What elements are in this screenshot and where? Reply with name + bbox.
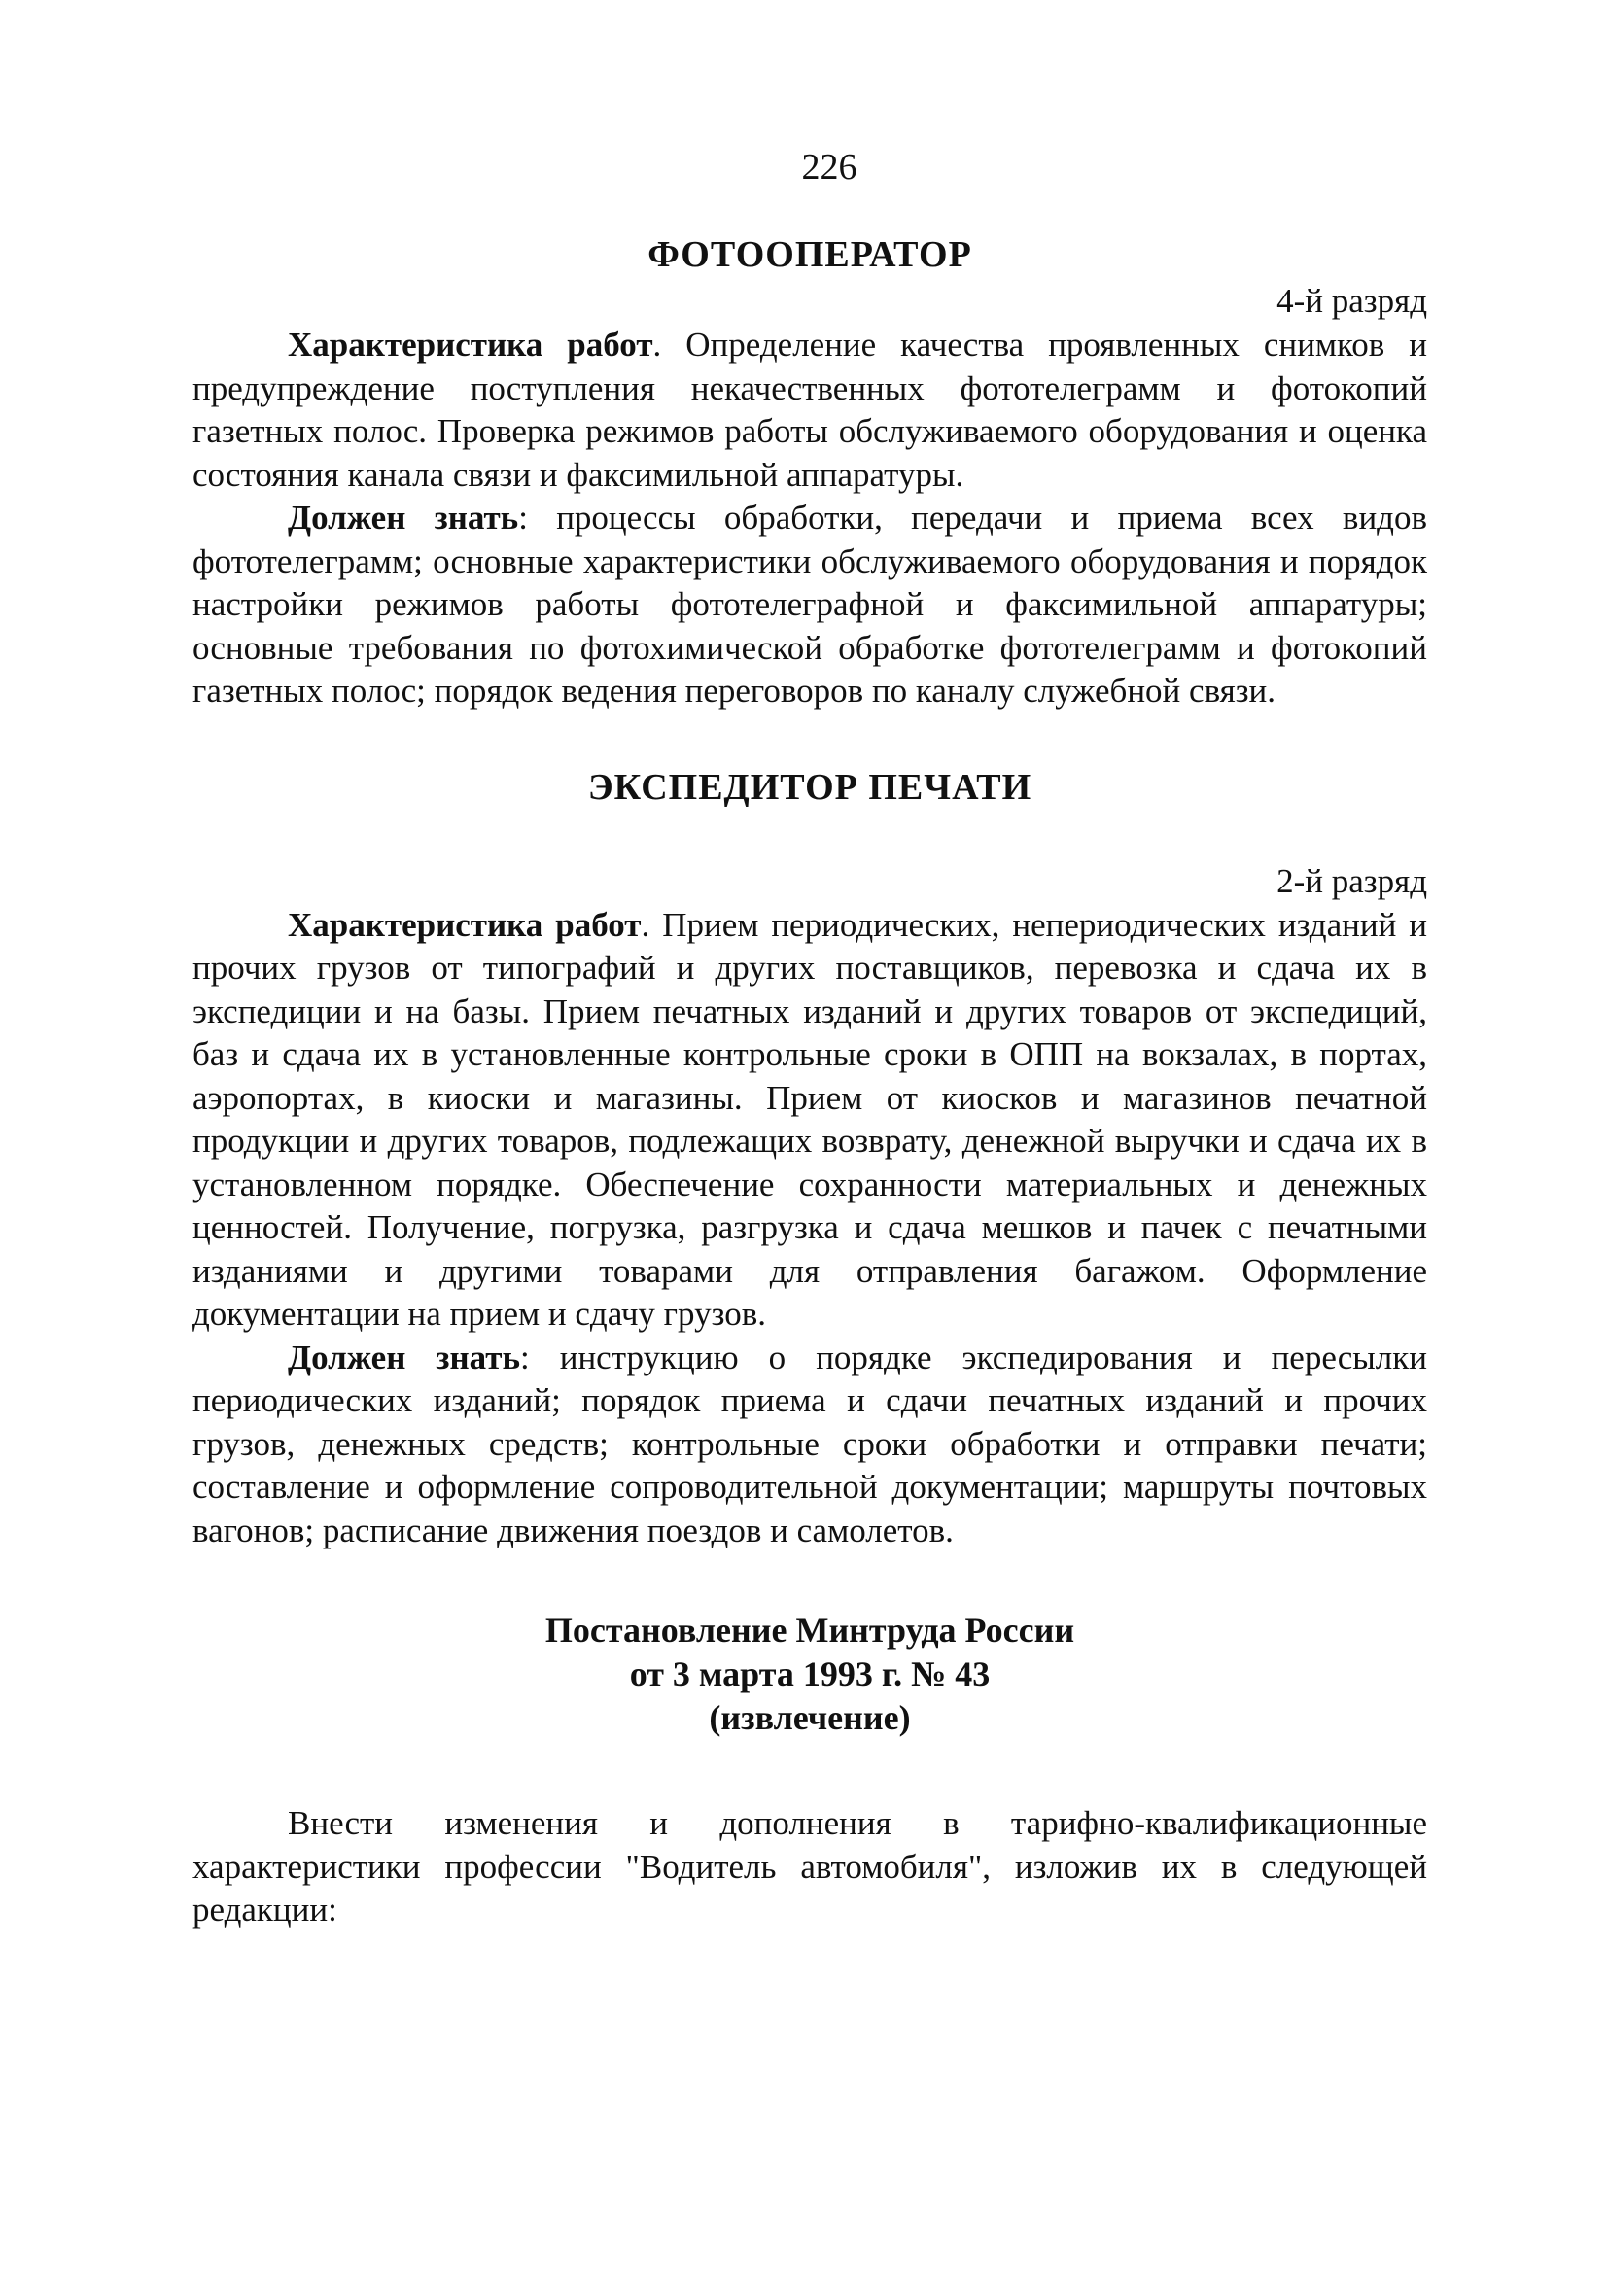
characteristics-paragraph [192, 904, 1427, 1337]
document-page [192, 146, 1427, 1932]
section-title: ЭКСПЕДИТОР ПЕЧАТИ [587, 766, 1032, 808]
characteristics-text: . Прием периодических, непериодических изданий и прочих грузов от типографий и других поставщиков, перевозка и сдача их в экспедиции и на базы. Прием печатных изданий и других товаров от экспедиций, баз и сдача их в установленные контрольные сроки в ОПП на вокзалах, в портах, аэропортах, в киоски и магазины. Прием от киосков и магазинов печатной продукции и других товаров, подлежащих возврату, денежной выручки и сдача их в установленном порядке. Обеспечение сохранности материальных и денежных ценностей. Получение, погрузка, разгрузка и сдача мешков и пачек с печатными изданиями и другими товарами для отправления багажом. Оформление документации на прием и сдачу грузов. [192, 905, 1427, 1333]
grade-label: 4-й разряд [1276, 282, 1427, 320]
decree-heading [192, 1609, 1427, 1740]
section-press-forwarder [192, 766, 1427, 1553]
knowledge-label: Должен знать [288, 1338, 520, 1376]
characteristics-paragraph [192, 324, 1427, 497]
knowledge-paragraph [192, 1337, 1427, 1553]
decree-line-2: от 3 марта 1993 г. № 43 [629, 1654, 991, 1693]
decree-line-3: (извлечение) [709, 1698, 911, 1737]
knowledge-text: : процессы обработки, передачи и приема всех видов фототелеграмм; основные характеристики обслуживаемого оборудования и порядок настройки режимов работы фототелеграфной и факсимильной аппаратуры; основные требования по фотохимической обработке фототелеграмм и фотокопий газетных полос; порядок ведения переговоров по каналу служебной связи. [192, 499, 1428, 710]
decree-line-1: Постановление Минтруда России [544, 1611, 1075, 1650]
characteristics-label: Характеристика работ [288, 326, 653, 364]
knowledge-paragraph [192, 497, 1427, 713]
section-title: ФОТООПЕРАТОР [647, 234, 972, 275]
characteristics-text: . Определение качества проявленных снимков и предупреждение поступления некачественных фототелеграмм и фотокопий газетных полос. Проверка режимов работы обслуживаемого оборудования и оценка состояния канала связи и факсимильной аппаратуры. [192, 326, 1428, 494]
grade-label: 2-й разряд [1276, 861, 1427, 900]
characteristics-label: Характеристика работ [288, 905, 642, 944]
section-photo-operator [192, 233, 1427, 713]
knowledge-text: : инструкцию о порядке экспедирования и пересылки периодических изданий; порядок приема и сдачи печатных изданий и прочих грузов, денежных средств; контрольные сроки обработки и отправки печати; составление и оформление сопроводительной документации; маршруты почтовых вагонов; расписание движения поездов и самолетов. [192, 1338, 1427, 1549]
page-number: 226 [801, 147, 857, 188]
decree-intro-paragraph: Внести изменения и дополнения в тарифно-квалификационные характеристики профессии "Водитель автомобиля", изложив их в следующей редакции: [192, 1804, 1427, 1929]
knowledge-label: Должен знать [288, 499, 519, 537]
